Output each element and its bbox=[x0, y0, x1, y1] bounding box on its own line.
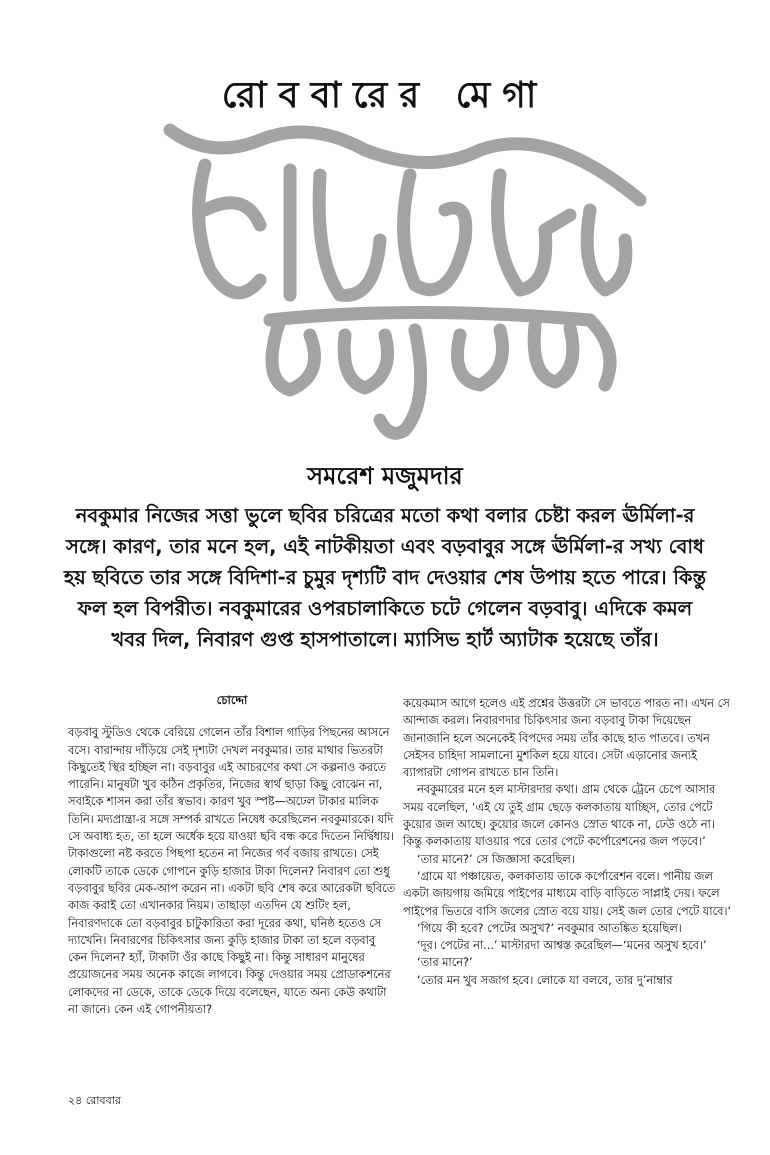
hand-lettered-title bbox=[150, 120, 650, 450]
title-stroke bbox=[344, 335, 387, 388]
title-stroke bbox=[590, 320, 610, 385]
body-paragraph: কয়েকমাস আগে হলেও এই প্রশ্নের উত্তরটা সে ভাবতে পারত না। এখন সে আন্দাজ করল। নিবারণদার চিকিৎসার জন্য বড়বাবু টাকা দিয়েছেন জানাজানি হলে অনেকেই বিপদের সময় তাঁর কাছে হাত পাতবে। তখন সেইসব চাহিদা সামলানো মুশকিল হয়ে যাবে। সেটা এড়ানোর জন্যই ব্যাপারটা গোপন রাখতে চান তিনি। bbox=[403, 697, 730, 780]
chapter-heading: চোদ্দো bbox=[216, 693, 248, 707]
title-stroke bbox=[272, 320, 315, 390]
title-stroke bbox=[587, 210, 626, 290]
body-paragraph: বড়বাবু স্টুডিও থেকে বেরিয়ে গেলেন তাঁর বিশাল গাড়ির পিছনের আসনে বসে। বারান্দায় দাঁড়িয়ে সেই দৃশ্যটা দেখল নবকুমার। তার মাথার ভিতরটা কিছুতেই স্থির হচ্ছিল না। বড়বাবুর এই আচরণের কথা সে কল্পনাও করতে পারেনি। মানুষটা খুব কঠিন প্রকৃতির, নিজের স্বার্থ ছাড়া কিছু বোঝেন না, সবাইকে শাসন করা তাঁর স্বভাব। কারণ খুব স্পষ্ট—অঢেল টাকার মালিক তিনি। মদ্যপ্রান্ত্রা-র সঙ্গে সম্পর্ক রাখতে নিষেধ করেছিলেন নবকুমারকে। যদি সে অবাধ্য হত, তা হলে অর্ধেক হয়ে যাওয়া ছবি বন্ধ করে দিতেন নির্দ্বিধায়। টাকাগুলো নষ্ট করতে পিছপা হতেন না নিজের গর্ব বজায় রাখতে। সেই লোকটি তাকে ডেকে গোপনে কুড়ি হাজার টাকা দিলেন? নিবারণ তো শুধু বড়বাবুর ছবির মেক-আপ করেন না। একটা ছবি শেষ করে আরেকটা ছবিতে কাজ করাই তো এখানকার নিয়ম। তাছাড়া এতদিন যে শুটিং হল, নিবারণদাকে তো বড়বাবুর চাটুকারিতা করা দূরের কথা, ঘনিষ্ঠ হতেও সে দ্যাখেনি। নিবারণের চিকিৎসার জন্য কুড়ি হাজার টাকা তা হলে বড়বাবু কেন দিলেন? হ্যাঁ, টাকাটা ওঁর কাছে কিছুই না। কিন্তু সাধারণ মানুষের প্রয়োজনের সময় অনেক কাজে লাগবে। কিন্তু দেওয়ার সময় প্রোডাকশনের লোকদের না ডেকে, তাকে ডেকে দিয়ে বলেছেন, যাতে অন্য কেউ কথাটা না জানে। কেন এই গোপনীয়তা? bbox=[68, 726, 396, 1017]
title-stroke bbox=[199, 165, 260, 293]
author-byline: সমরেশ মজুমদার bbox=[307, 462, 463, 490]
body-paragraph: ‘তার মানে?’ সে জিজ্ঞাসা করেছিল। bbox=[417, 852, 575, 866]
standfirst-summary: নবকুমার নিজের সত্তা ভুলে ছবির চরিত্রের মতো কথা বলার চেষ্টা করল ঊর্মিলা-র সঙ্গে। কারণ, তার মনে হল, এই নাটকীয়তা এবং বড়বাবুর সঙ্গে ঊর্মিলা-র সখ্য বোধ হয় ছবিতে তার সঙ্গে বিদিশা-র চুমুর দৃশ্যটি বাদ দেওয়ার শেষ উপায় হতে পারে। কিন্তু ফল হল বিপরীত। নবকুমারের ওপরচালাকিতে চটে গেলেন বড়বাবু। এদিকে কমল খবর দিল, নিবারণ গুপ্ত হাসপাতালে। ম্যাসিভ হার্ট অ্যাটাক হয়েছে তাঁর। bbox=[63, 504, 707, 651]
title-stroke bbox=[534, 325, 573, 382]
body-paragraph: নবকুমারের মনে হল মাস্টারদার কথা। গ্রাম থেকে ট্রেনে চেপে আসার সময় বলেছিল, ‘এই যে তুই গ্রাম ছেড়ে কলকাতায় যাচ্ছিস, তোর পেটে কুয়োর জল আছে। কুয়োর জলে কোনও স্রোত থাকে না, ঢেউ ওঠে না। কিন্তু কলকাতায় যাওয়ার পরে তোর পেটে কর্পোরেশনের জল পড়বে।’ bbox=[403, 783, 716, 849]
page-folio: ২৪ রোববার bbox=[68, 1094, 121, 1107]
body-paragraph: ‘দূর। পেটের না...’ মাস্টারদা আশ্বস্ত করেছিল—‘মনের অসুখ হবে।’ bbox=[417, 939, 707, 953]
body-paragraph: ‘তার মানে?’ bbox=[417, 956, 473, 970]
title-stroke bbox=[205, 203, 260, 225]
title-stroke bbox=[270, 313, 590, 321]
body-paragraph: ‘গিয়ে কী হবে? পেটের অসুখ?’ নবকুমার আতঙ্কিত হয়েছিল। bbox=[417, 921, 682, 935]
article-column-left bbox=[68, 692, 396, 1018]
body-paragraph: ‘তোর মন খুব সজাগ হবে। লোকে যা বলবে, তার দু’নাম্বার bbox=[417, 973, 673, 987]
title-stroke bbox=[319, 175, 380, 295]
article-column-right bbox=[403, 695, 731, 989]
title-stroke bbox=[498, 175, 571, 290]
body-paragraph: ‘গ্রামে যা পঞ্চায়েত, কলকাতায় তাকে কর্পোরেশন বলে। পানীয় জল একটা জায়গায় জমিয়ে পাইপের মাধ্যমে বাড়ি বাড়িতে সাপ্লাই দেয়। ফলে পাইপের ভিতরে বাসি জলের স্রোত বয়ে যায়। সেই জল তোর পেটে যাবে।’ bbox=[403, 869, 732, 918]
kicker-heading: রোববারের মেগা bbox=[221, 75, 549, 116]
title-stroke bbox=[458, 330, 503, 385]
title-stroke bbox=[404, 175, 466, 290]
